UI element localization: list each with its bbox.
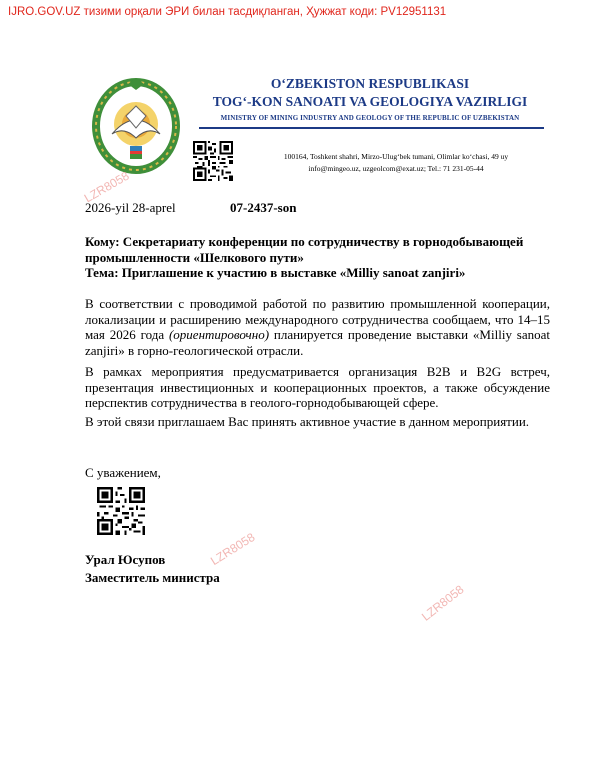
paragraph-2: В рамках мероприятия предусматривается организация B2B и B2G встреч, презентация инвестиционных и кооперационных проектов, а также обсуждение перспектив сотрудничества в геолого-горнодобывающей сфере. <box>85 364 550 410</box>
qr-code-icon <box>193 141 233 181</box>
paragraph-1-text-end: планируется проведение выставки «Milliy sanoat zanjiri» в горно-геологической отрасли. <box>85 327 551 358</box>
paragraph-3: В этой связи приглашаем Вас принять активное участие в данном мероприятии. <box>85 414 530 429</box>
header-title-line1: O‘ZBEKISTON RESPUBLIKASI <box>270 76 470 91</box>
addressee: Кому: Секретариату конференции по сотрудничеству в горнодобывающей промышленности «Шелкового пути» <box>85 234 524 265</box>
watermark: LZR8058 <box>81 168 132 206</box>
watermark: LZR8058 <box>208 529 258 569</box>
subject-line: Тема: Приглашение к участию в выставке «Milliy sanoat zanjiri» <box>85 265 466 280</box>
header-title-line2: TOG‘-KON SANOATI VA GEOLOGIYA VAZIRLIGI <box>212 94 528 109</box>
signer-name: Урал Юсупов <box>85 552 166 567</box>
address-line: 100164, Toshkent shahri, Mirzo-Ulug‘bek tumani, Olimlar ko‘chasi, 49 uy <box>283 152 509 161</box>
header-divider <box>199 127 544 129</box>
letter-date: 2026-yil 28-aprel <box>85 200 176 215</box>
signature-qr-code-icon <box>97 487 145 535</box>
paragraph-1 <box>85 296 550 358</box>
watermark: LZR8058 <box>418 582 467 624</box>
contacts-line: info@mingeo.uz, uzgeolcom@exat.uz; Tel.: 71 231-05-44 <box>308 164 484 173</box>
header-title-english: MINISTRY OF MINING INDUSTRY AND GEOLOGY OF THE REPUBLIC OF UZBEKISTAN <box>220 114 520 122</box>
signer-position: Заместитель министра <box>85 570 220 585</box>
verification-banner: IJRO.GOV.UZ тизими орқали ЭРИ билан тасдиқланган, Ҳужжат коди: PV12951131 <box>8 6 447 18</box>
paragraph-1-text-start: В соответствии с проводимой работой по развитию промышленной кооперации, локализации и расширению международного сотрудничества сообщаем, что 14–15 мая 2026 года <box>85 296 550 342</box>
closing-line: С уважением, <box>85 465 161 480</box>
state-emblem-icon <box>90 76 182 176</box>
paragraph-1-italic: (ориентировочно) <box>168 327 270 342</box>
letter-number: 07-2437-son <box>230 200 297 215</box>
